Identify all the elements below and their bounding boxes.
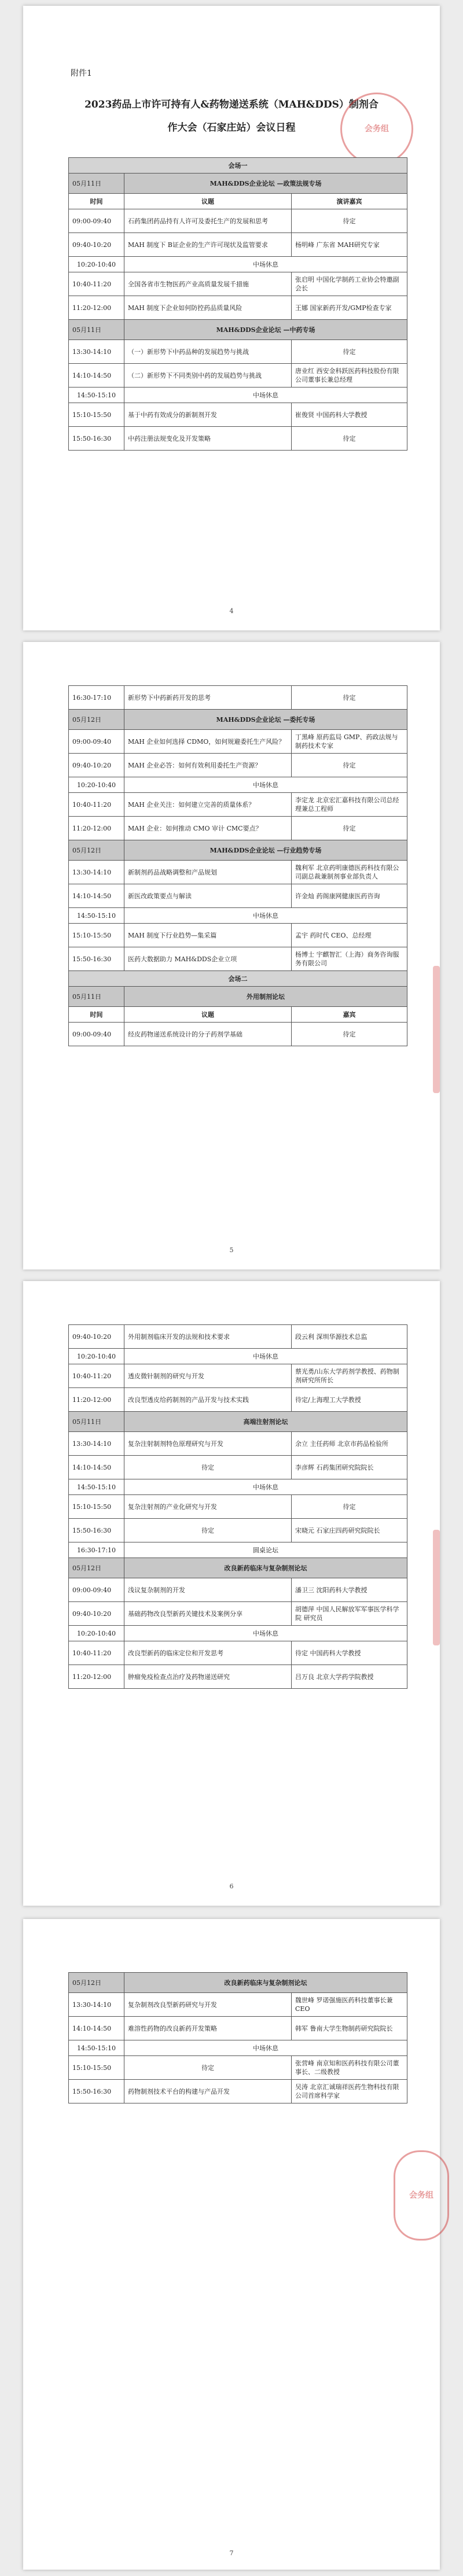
table-cell: 崔俊贤 中国药科大学教授 bbox=[292, 403, 407, 427]
session-date: 05月12日 bbox=[69, 1973, 124, 1993]
table-row bbox=[69, 884, 407, 908]
schedule-table-page4 bbox=[68, 1972, 407, 2103]
table-cell: 16:30-17:10 bbox=[69, 686, 124, 710]
schedule-table-page2 bbox=[68, 685, 407, 1046]
table-cell: 经皮药物递送系统设计的分子药剂学基础 bbox=[124, 1023, 292, 1046]
table-cell: 改良型透皮给药制剂的产品开发与技术实践 bbox=[124, 1388, 292, 1412]
table-row bbox=[69, 1364, 407, 1388]
col-header-topic: 议题 bbox=[124, 194, 292, 209]
table-cell: 14:50-15:10 bbox=[69, 2040, 124, 2056]
table-row bbox=[69, 1519, 407, 1542]
session-title: MAH&DDS企业论坛 —委托专场 bbox=[124, 710, 407, 730]
table-cell: 石药集团药品持有人许可及委托生产的发展和思考 bbox=[124, 209, 292, 233]
venue-band: 会场一 bbox=[69, 158, 407, 174]
table-cell: 11:20-12:00 bbox=[69, 1388, 124, 1412]
table-cell: 15:50-16:30 bbox=[69, 427, 124, 451]
page-number: 5 bbox=[229, 1246, 234, 1254]
document-page-1 bbox=[23, 6, 440, 630]
table-cell: 待定 bbox=[292, 686, 407, 710]
table-cell: 10:40-11:20 bbox=[69, 1641, 124, 1665]
table-cell: 全国各省市生物医药产业高质量发展千措施 bbox=[124, 272, 292, 296]
table-cell: 复杂注射剂的产业化研究与开发 bbox=[124, 1495, 292, 1519]
session-date: 05月11日 bbox=[69, 1412, 124, 1432]
col-header-topic: 议题 bbox=[124, 1007, 292, 1023]
table-cell: 15:50-16:30 bbox=[69, 1519, 124, 1542]
table-cell: 09:00-09:40 bbox=[69, 730, 124, 754]
col-header-guest: 演讲嘉宾 bbox=[292, 194, 407, 209]
table-cell: 宋晓元 石家庄四药研究院院长 bbox=[292, 1519, 407, 1542]
table-cell: 10:40-11:20 bbox=[69, 793, 124, 817]
table-cell: 待定 bbox=[292, 209, 407, 233]
table-cell: 潘卫三 沈阳药科大学教授 bbox=[292, 1578, 407, 1602]
table-row bbox=[69, 2017, 407, 2040]
break-row bbox=[69, 387, 407, 403]
table-cell: 待定 bbox=[292, 1495, 407, 1519]
table-row bbox=[69, 209, 407, 233]
session-date: 05月11日 bbox=[69, 174, 124, 194]
table-row bbox=[69, 403, 407, 427]
table-cell: 10:20-10:40 bbox=[69, 777, 124, 793]
table-row bbox=[69, 1602, 407, 1626]
table-cell: 11:20-12:00 bbox=[69, 296, 124, 320]
table-row bbox=[69, 427, 407, 451]
session-title: 改良新药临床与复杂制剂论坛 bbox=[124, 1558, 407, 1578]
table-cell: 吴涛 北京汇诚瑞祥医药生物科技有限公司首席科学家 bbox=[292, 2080, 407, 2103]
table-cell: MAH 制度下行业趋势—集采篇 bbox=[124, 924, 292, 947]
table-cell: 李彦辉 石药集团研究院院长 bbox=[292, 1456, 407, 1479]
table-cell: 浅议复杂制剂的开发 bbox=[124, 1578, 292, 1602]
table-row bbox=[69, 1495, 407, 1519]
table-cell: 13:30-14:10 bbox=[69, 1993, 124, 2017]
session-date: 05月12日 bbox=[69, 1558, 124, 1578]
table-cell: 待定 bbox=[292, 340, 407, 364]
table-cell: 13:30-14:10 bbox=[69, 340, 124, 364]
table-cell: 难溶性药物的改良新药开发策略 bbox=[124, 2017, 292, 2040]
table-row bbox=[69, 1023, 407, 1046]
table-cell: 16:30-17:10 bbox=[69, 1542, 124, 1558]
schedule-table-page1 bbox=[68, 157, 407, 451]
document-page-2 bbox=[23, 642, 440, 1269]
col-header-time: 时间 bbox=[69, 1007, 124, 1023]
table-row bbox=[69, 296, 407, 320]
table-cell: 余立 主任药师 北京市药品检验所 bbox=[292, 1432, 407, 1456]
document-page-3 bbox=[23, 1281, 440, 1906]
table-cell: 10:20-10:40 bbox=[69, 1626, 124, 1641]
table-cell: 药物制剂技术平台的构建与产品开发 bbox=[124, 2080, 292, 2103]
table-row bbox=[69, 272, 407, 296]
table-row bbox=[69, 754, 407, 777]
table-row bbox=[69, 364, 407, 387]
table-cell: 韩军 鲁南大学生物制药研究院院长 bbox=[292, 2017, 407, 2040]
session-title: MAH&DDS企业论坛 —行业趋势专场 bbox=[124, 840, 407, 861]
table-cell: 待定/上海理工大学教授 bbox=[292, 1388, 407, 1412]
table-cell: 圆桌论坛 bbox=[124, 1542, 407, 1558]
venue-band: 会场二 bbox=[69, 971, 407, 987]
table-cell: 09:40-10:20 bbox=[69, 1325, 124, 1349]
table-cell: 15:10-15:50 bbox=[69, 1495, 124, 1519]
table-row bbox=[69, 793, 407, 817]
table-cell: 中场休息 bbox=[124, 2040, 407, 2056]
break-row bbox=[69, 777, 407, 793]
session-date: 05月11日 bbox=[69, 320, 124, 340]
table-cell: 09:00-09:40 bbox=[69, 1023, 124, 1046]
table-row bbox=[69, 1993, 407, 2017]
table-cell: 15:10-15:50 bbox=[69, 403, 124, 427]
table-cell: 中场休息 bbox=[124, 777, 407, 793]
table-cell: 基础药物改良型新药关键技术及案例分享 bbox=[124, 1602, 292, 1626]
table-cell: 杨博士 宇麒智汇（上海）商务咨询服务有限公司 bbox=[292, 947, 407, 971]
table-cell: 待定 bbox=[292, 1023, 407, 1046]
table-row bbox=[69, 1665, 407, 1689]
table-row bbox=[69, 686, 407, 710]
table-cell: 中药注册法规变化及开发策略 bbox=[124, 427, 292, 451]
session-date: 05月12日 bbox=[69, 840, 124, 861]
table-cell: 肿瘤免疫检查点治疗及药物递送研究 bbox=[124, 1665, 292, 1689]
table-cell: 15:50-16:30 bbox=[69, 947, 124, 971]
table-cell: 新形势下中药新药开发的思考 bbox=[124, 686, 292, 710]
break-row bbox=[69, 1626, 407, 1641]
table-row bbox=[69, 1325, 407, 1349]
table-cell: 11:20-12:00 bbox=[69, 817, 124, 840]
table-cell: MAH 制度下 B证企业的生产许可现状及监管要求 bbox=[124, 233, 292, 257]
session-title: 高端注射剂论坛 bbox=[124, 1412, 407, 1432]
table-cell: 待定 bbox=[124, 2056, 292, 2080]
document-page-4 bbox=[23, 1919, 440, 2570]
table-cell: 14:10-14:50 bbox=[69, 2017, 124, 2040]
table-cell: 14:50-15:10 bbox=[69, 1479, 124, 1495]
table-cell: 15:10-15:50 bbox=[69, 924, 124, 947]
table-row bbox=[69, 947, 407, 971]
table-cell: 段云利 深圳华源技术总监 bbox=[292, 1325, 407, 1349]
table-cell: 丁黑峰 原药监局 GMP、药政法规与制药技术专家 bbox=[292, 730, 407, 754]
table-cell: MAH 制度下企业如何防控药品质量风险 bbox=[124, 296, 292, 320]
table-cell: 待定 bbox=[124, 1519, 292, 1542]
table-cell: 09:40-10:20 bbox=[69, 1602, 124, 1626]
session-title: 改良新药临床与复杂制剂论坛 bbox=[124, 1973, 407, 1993]
table-cell: 10:40-11:20 bbox=[69, 1364, 124, 1388]
table-cell: 中场休息 bbox=[124, 908, 407, 924]
table-cell: 待定 bbox=[124, 1456, 292, 1479]
table-cell: MAH 企业关注：如何建立完善的质量体系？ bbox=[124, 793, 292, 817]
page-number: 6 bbox=[229, 1883, 234, 1890]
break-row bbox=[69, 2040, 407, 2056]
table-cell: MAH 企业如何选择 CDMO，如何规避委托生产风险？ bbox=[124, 730, 292, 754]
table-cell: 透皮微针制剂的研究与开发 bbox=[124, 1364, 292, 1388]
break-row bbox=[69, 1349, 407, 1364]
table-cell: 医药大数据助力 MAH&DDS企业立项 bbox=[124, 947, 292, 971]
table-cell: 许金灿 药阁康网健康医药咨询 bbox=[292, 884, 407, 908]
schedule-table-page3 bbox=[68, 1324, 407, 1689]
table-cell: 魏利军 北京药明康德医药科技有限公司副总裁兼制剂事业部负责人 bbox=[292, 861, 407, 884]
table-cell: 复杂注射制剂特色原理研究与开发 bbox=[124, 1432, 292, 1456]
table-cell: 13:30-14:10 bbox=[69, 1432, 124, 1456]
table-cell: 14:50-15:10 bbox=[69, 908, 124, 924]
red-seal-stamp: 会务组 bbox=[394, 2150, 449, 2241]
table-cell: 蔡光勇/山东大学药剂学教授、药物制剂研究所所长 bbox=[292, 1364, 407, 1388]
table-cell: 10:20-10:40 bbox=[69, 1349, 124, 1364]
table-row bbox=[69, 340, 407, 364]
table-cell: MAH 企业：如何推动 CMO 审计 CMC要点？ bbox=[124, 817, 292, 840]
table-row bbox=[69, 233, 407, 257]
table-row bbox=[69, 1456, 407, 1479]
table-row bbox=[69, 817, 407, 840]
table-cell: 09:40-10:20 bbox=[69, 233, 124, 257]
table-cell: 杨明峰 广东省 MAH研究专家 bbox=[292, 233, 407, 257]
red-seal-stamp: 会务组 bbox=[340, 93, 413, 165]
table-cell: 13:30-14:10 bbox=[69, 861, 124, 884]
table-cell: 外用制剂临床开发的法规和技术要求 bbox=[124, 1325, 292, 1349]
table-row bbox=[69, 1432, 407, 1456]
session-title: 外用制剂论坛 bbox=[124, 987, 407, 1007]
attachment-label: 附件1 bbox=[71, 69, 92, 78]
col-header-time: 时间 bbox=[69, 194, 124, 209]
table-cell: 基于中药有效成分的新制剂开发 bbox=[124, 403, 292, 427]
session-title: MAH&DDS企业论坛 —中药专场 bbox=[124, 320, 407, 340]
table-cell: 11:20-12:00 bbox=[69, 1665, 124, 1689]
table-cell: 10:40-11:20 bbox=[69, 272, 124, 296]
table-cell: 中场休息 bbox=[124, 1626, 407, 1641]
table-row bbox=[69, 861, 407, 884]
table-cell: 09:40-10:20 bbox=[69, 754, 124, 777]
table-cell: 孟宇 药时代 CEO、总经理 bbox=[292, 924, 407, 947]
table-cell: 李定龙 北京宏汇嘉科技有限公司总经理兼总工程师 bbox=[292, 793, 407, 817]
table-cell: 15:10-15:50 bbox=[69, 2056, 124, 2080]
table-cell: 张启明 中国化学制药工业协会特邀副会长 bbox=[292, 272, 407, 296]
table-cell: 唐业红 西安金科跃医药科技股份有限公司董事长兼总经理 bbox=[292, 364, 407, 387]
table-row bbox=[69, 2080, 407, 2103]
table-cell: （一）新形势下中药品种的发展趋势与挑战 bbox=[124, 340, 292, 364]
session-date: 05月11日 bbox=[69, 987, 124, 1007]
col-header-guest: 嘉宾 bbox=[292, 1007, 407, 1023]
table-row bbox=[69, 1388, 407, 1412]
table-cell: 胡德萍 中国人民解放军军事医学科学院 研究员 bbox=[292, 1602, 407, 1626]
break-row bbox=[69, 908, 407, 924]
table-cell: 中场休息 bbox=[124, 257, 407, 272]
table-cell: 吕万良 北京大学药学院教授 bbox=[292, 1665, 407, 1689]
table-cell: 待定 bbox=[292, 817, 407, 840]
seal-edge-mark bbox=[433, 1530, 440, 1645]
table-cell: 14:10-14:50 bbox=[69, 884, 124, 908]
table-row bbox=[69, 1641, 407, 1665]
table-row bbox=[69, 2056, 407, 2080]
table-cell: 新制剂药品战略调整和产品规划 bbox=[124, 861, 292, 884]
document-title-line1: 2023药品上市许可持有人&药物递送系统（MAH&DDS）制剂合 bbox=[84, 99, 379, 110]
table-cell: 09:00-09:40 bbox=[69, 1578, 124, 1602]
break-row bbox=[69, 1479, 407, 1495]
page-number: 4 bbox=[229, 607, 234, 615]
seal-edge-mark bbox=[433, 966, 440, 1093]
table-cell: 14:10-14:50 bbox=[69, 1456, 124, 1479]
table-cell: MAH 企业必答：如何有效利用委托生产资源？ bbox=[124, 754, 292, 777]
table-cell: 中场休息 bbox=[124, 1349, 407, 1364]
table-cell: 复杂制剂改良型新药研究与开发 bbox=[124, 1993, 292, 2017]
table-cell: 张营峰 南京知和医药科技有限公司董事长、二级教授 bbox=[292, 2056, 407, 2080]
table-cell: 09:00-09:40 bbox=[69, 209, 124, 233]
roundtable-row bbox=[69, 1542, 407, 1558]
page-number: 7 bbox=[229, 2549, 234, 2557]
table-cell: 14:50-15:10 bbox=[69, 387, 124, 403]
table-cell: 10:20-10:40 bbox=[69, 257, 124, 272]
table-cell: 14:10-14:50 bbox=[69, 364, 124, 387]
table-row bbox=[69, 730, 407, 754]
table-cell: 中场休息 bbox=[124, 1479, 407, 1495]
table-cell: 魏世峰 罗诺强施医药科技董事长兼 CEO bbox=[292, 1993, 407, 2017]
table-cell: 新医改政策要点与解读 bbox=[124, 884, 292, 908]
table-cell: 待定 bbox=[292, 427, 407, 451]
table-cell: 15:50-16:30 bbox=[69, 2080, 124, 2103]
table-cell: 中场休息 bbox=[124, 387, 407, 403]
table-cell: 王娜 国家新药开发/GMP检查专家 bbox=[292, 296, 407, 320]
table-cell: （二）新形势下不同类别中药的发展趋势与挑战 bbox=[124, 364, 292, 387]
table-row bbox=[69, 1578, 407, 1602]
table-cell: 待定 中国药科大学教授 bbox=[292, 1641, 407, 1665]
table-row bbox=[69, 924, 407, 947]
table-cell: 改良型新药的临床定位和开发思考 bbox=[124, 1641, 292, 1665]
session-title: MAH&DDS企业论坛 —政策法规专场 bbox=[124, 174, 407, 194]
session-date: 05月12日 bbox=[69, 710, 124, 730]
table-cell: 待定 bbox=[292, 754, 407, 777]
document-title-line2: 作大会（石家庄站）会议日程 bbox=[167, 122, 296, 134]
break-row bbox=[69, 257, 407, 272]
